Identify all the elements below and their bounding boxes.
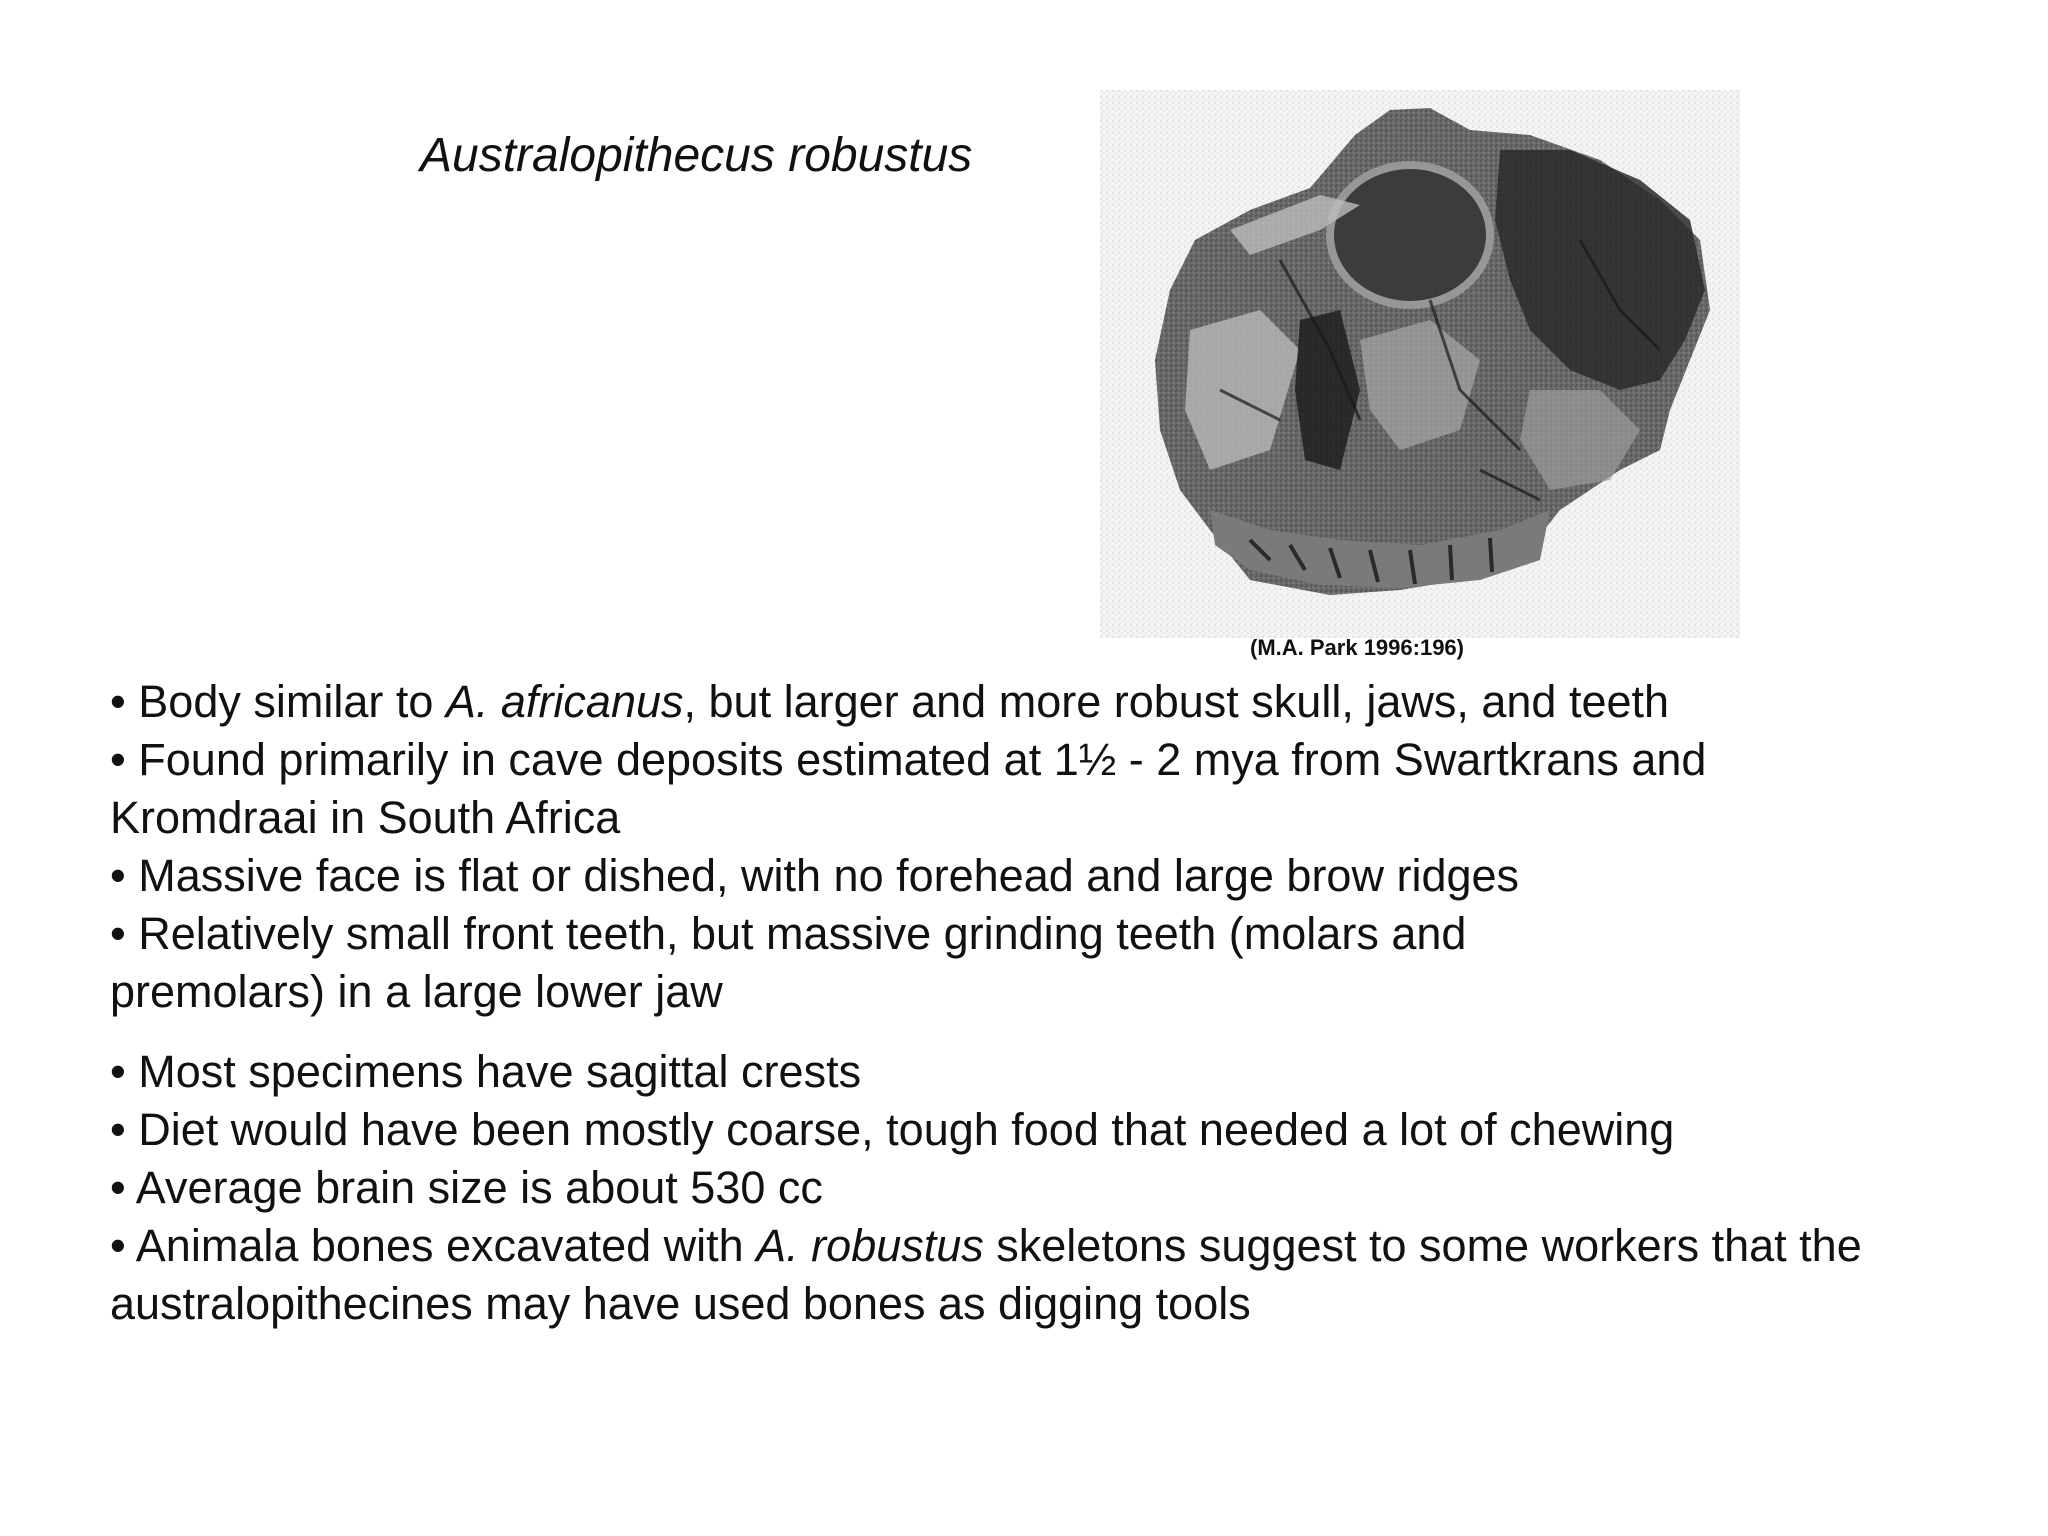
bullet-item (110, 847, 1900, 905)
bullet-item (110, 1217, 1900, 1333)
bullet-text: Relatively small front teeth, but massive grinding teeth (molars and premolars) in a large lower jaw (110, 908, 1467, 1017)
bullet-mark: • (110, 1046, 126, 1097)
bullet-text: Diet would have been mostly coarse, tough food that needed a lot of chewing (138, 1104, 1675, 1155)
species-name: A. africanus (445, 676, 684, 727)
bullet-text: Average brain size is about 530 cc (135, 1162, 823, 1213)
bullet-text: skeletons suggest to some workers that the australopithecines may have used bones as digging tools (110, 1220, 1862, 1329)
bullet-list (110, 673, 2000, 1333)
bullet-mark: • (110, 734, 126, 785)
bullet-text: Most specimens have sagittal crests (138, 1046, 862, 1097)
bullet-item (110, 905, 1670, 1021)
photo-caption: (M.A. Park 1996:196) (1250, 635, 1464, 660)
species-name: A. robustus (756, 1220, 984, 1271)
bullet-text: Massive face is flat or dished, with no forehead and large brow ridges (138, 850, 1520, 901)
bullet-text: Body similar to (138, 676, 446, 727)
bullet-gap (110, 1021, 2000, 1043)
bullet-mark: • (110, 850, 126, 901)
slide-title: Australopithecus robustus (420, 129, 973, 182)
bullet-text: , but larger and more robust skull, jaws, and teeth (683, 676, 1670, 727)
bullet-mark: • (110, 908, 126, 959)
bullet-mark: • (110, 1220, 126, 1271)
skull-figure (1100, 90, 1740, 670)
bullet-item (110, 731, 1910, 847)
bullet-item (110, 1043, 1900, 1101)
skull-photo (1100, 90, 1740, 638)
bullet-mark: • (110, 676, 126, 727)
bullet-mark: • (110, 1104, 126, 1155)
bullet-item (110, 673, 1810, 731)
bullet-text: Animala bones excavated with (135, 1220, 757, 1271)
bullet-text: Found primarily in cave deposits estimated at 1½ - 2 mya from Swartkrans and Kromdraai in South Africa (110, 734, 1707, 843)
bullet-mark: • (110, 1162, 126, 1213)
bullet-item (110, 1159, 1900, 1217)
bullet-item (110, 1101, 1900, 1159)
